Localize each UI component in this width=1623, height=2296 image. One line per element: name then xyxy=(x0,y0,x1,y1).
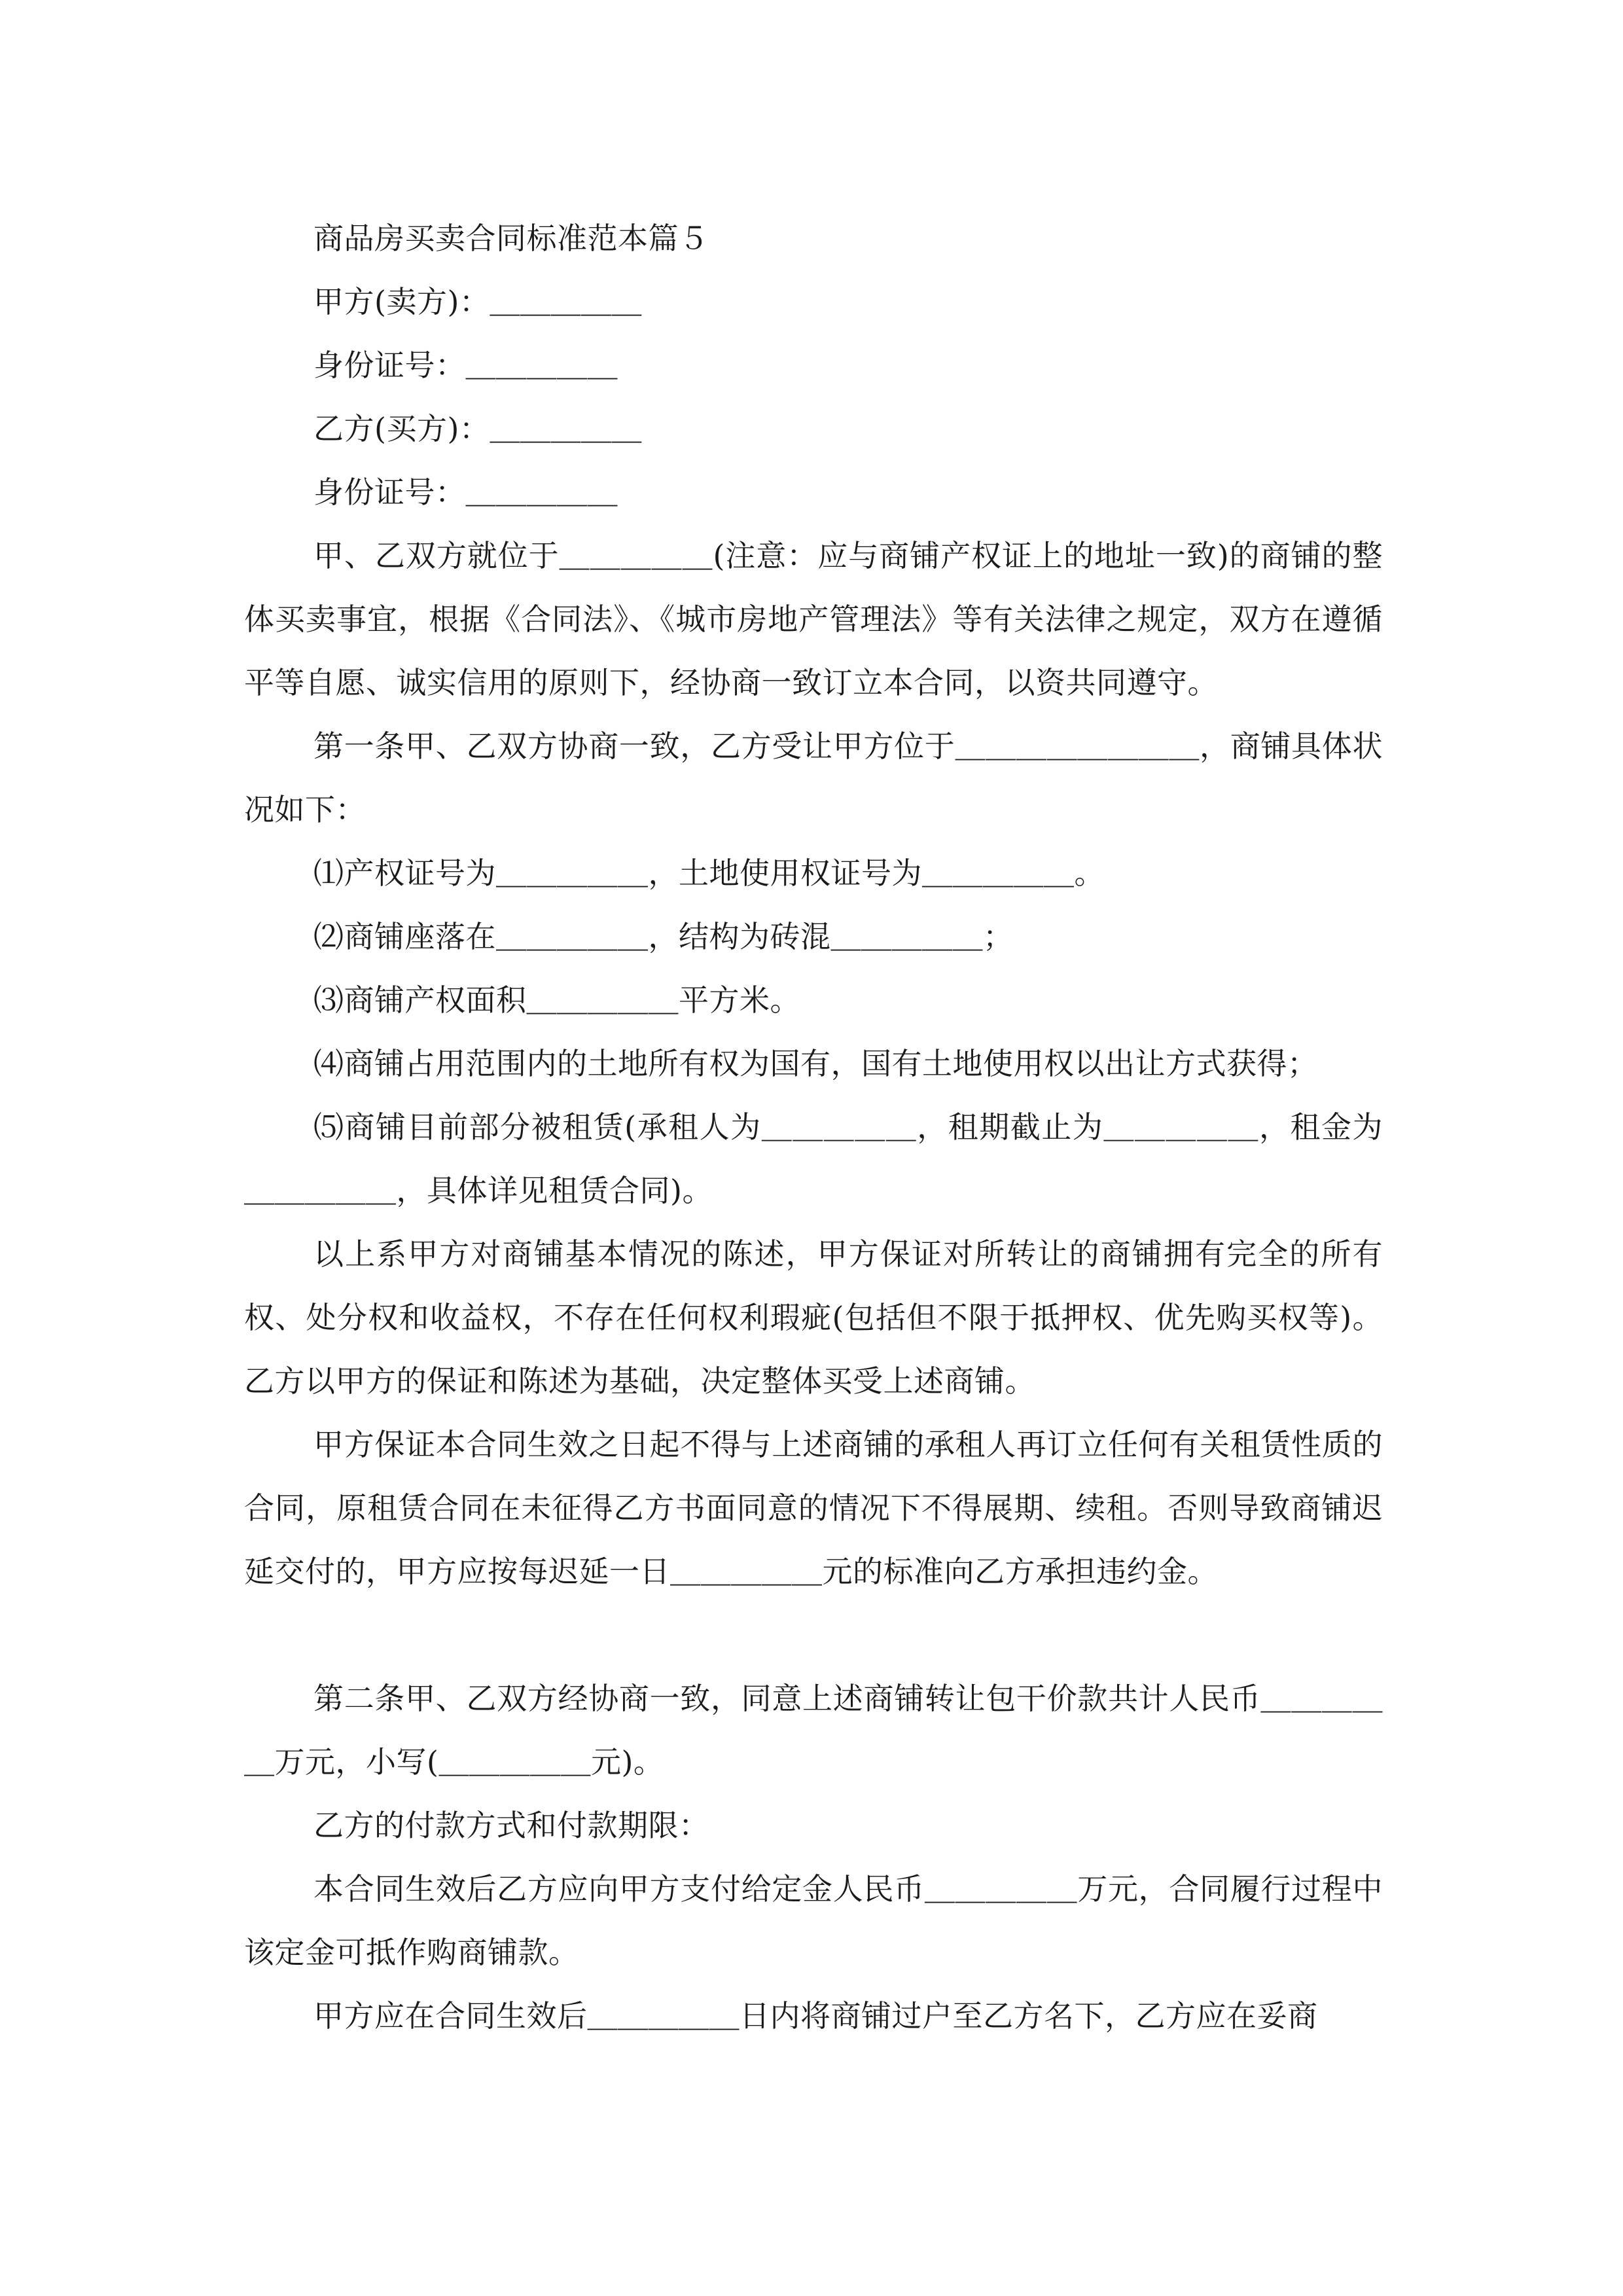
article-1-item-1: ⑴产权证号为＿＿＿＿＿，土地使用权证号为＿＿＿＿＿。 xyxy=(313,855,1105,891)
party-b-buyer-line: 乙方(买方)：＿＿＿＿＿ xyxy=(313,411,642,446)
party-b-id-line: 身份证号：＿＿＿＿＿ xyxy=(313,475,618,510)
article-2-paragraph: 第二条甲、乙双方经协商一致，同意上述商铺转让包干价款共计人民币＿＿＿＿＿万元，小写(＿＿＿＿＿元)。 xyxy=(244,1681,1383,1780)
article-1-paragraph: 第一条甲、乙双方协商一致，乙方受让甲方位于＿＿＿＿＿＿＿＿，商铺具体状况如下： xyxy=(244,728,1383,827)
article-1-item-5: ⑸商铺目前部分被租赁(承租人为＿＿＿＿＿，租期截止为＿＿＿＿＿，租金为＿＿＿＿＿，具体详见租赁合同)。 xyxy=(244,1109,1383,1208)
article-1-item-2: ⑵商铺座落在＿＿＿＿＿，结构为砖混＿＿＿＿＿； xyxy=(313,919,1014,954)
article-1-item-4: ⑷商铺占用范围内的土地所有权为国有，国有土地使用权以出让方式获得； xyxy=(313,1046,1318,1081)
document-title: 商品房买卖合同标准范本篇５ xyxy=(313,221,709,256)
party-a-seller-line: 甲方(卖方)：＿＿＿＿＿ xyxy=(313,284,642,319)
transfer-paragraph: 甲方应在合同生效后＿＿＿＿＿日内将商铺过户至乙方名下，乙方应在妥商 xyxy=(313,1998,1318,2034)
party-a-id-line: 身份证号：＿＿＿＿＿ xyxy=(313,348,618,383)
intro-paragraph: 甲、乙双方就位于＿＿＿＿＿(注意：应与商铺产权证上的地址一致)的商铺的整体买卖事宜，根据《合同法》、《城市房地产管理法》等有关法律之规定，双方在遵循平等自愿、诚实信用的原则下，经协商一致订立本合同，以资共同遵守。 xyxy=(244,538,1383,700)
deposit-paragraph: 本合同生效后乙方应向甲方支付给定金人民币＿＿＿＿＿万元，合同履行过程中该定金可抵作购商铺款。 xyxy=(244,1871,1383,1970)
seller-guarantee-paragraph: 甲方保证本合同生效之日起不得与上述商铺的承租人再订立任何有关租赁性质的合同，原租赁合同在未征得乙方书面同意的情况下不得展期、续租。否则导致商铺迟延交付的，甲方应按每迟延一日＿＿＿＿＿元的标准向乙方承担违约金。 xyxy=(244,1427,1383,1589)
article-1-item-3: ⑶商铺产权面积＿＿＿＿＿平方米。 xyxy=(313,982,800,1018)
payment-heading: 乙方的付款方式和付款期限： xyxy=(313,1808,709,1843)
seller-statement-paragraph: 以上系甲方对商铺基本情况的陈述，甲方保证对所转让的商铺拥有完全的所有权、处分权和收益权，不存在任何权利瑕疵(包括但不限于抵押权、优先购买权等)。乙方以甲方的保证和陈述为基础，决定整体买受上述商铺。 xyxy=(244,1236,1383,1399)
